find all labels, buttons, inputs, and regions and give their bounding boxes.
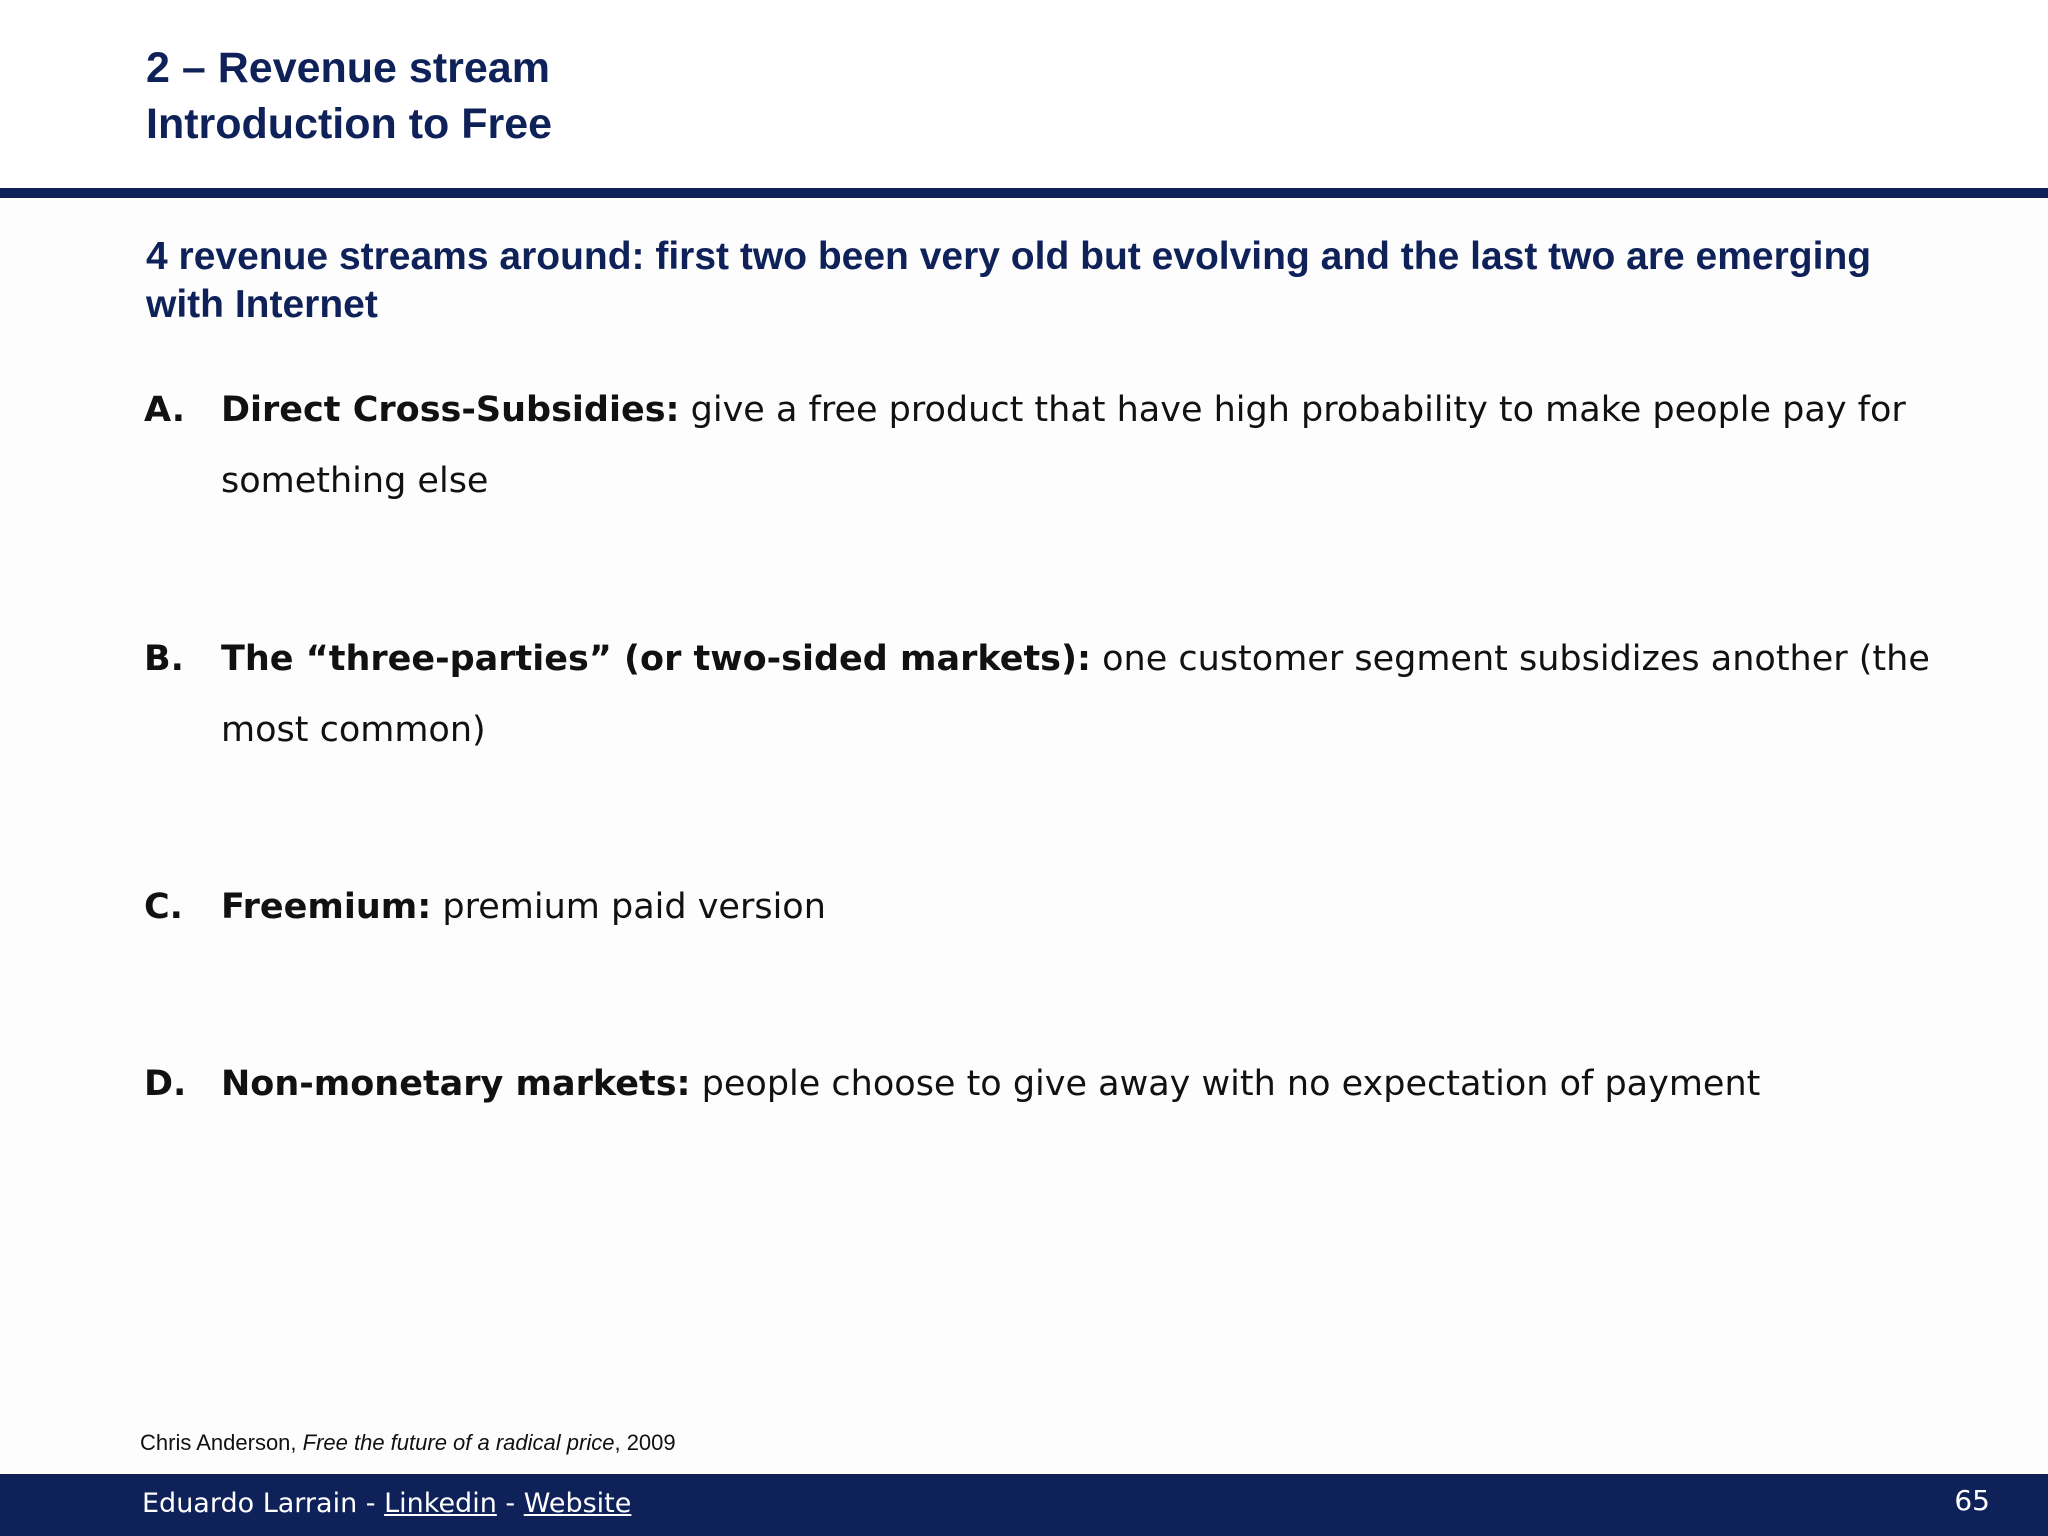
citation-author: Chris Anderson, — [140, 1430, 303, 1455]
list-item-description: give a free product that have high probability to make people pay for something else — [221, 390, 1906, 501]
footer-bar — [0, 1474, 2048, 1536]
list-item-d — [144, 1049, 1934, 1120]
citation — [140, 1430, 676, 1456]
citation-year: , 2009 — [614, 1430, 676, 1455]
list-item-description: people choose to give away with no expectation of payment — [690, 1064, 1761, 1104]
slide-title-line-2: Introduction to Free — [146, 100, 553, 148]
list-item-text — [221, 872, 1934, 943]
slide-title-line-1: 2 – Revenue stream — [146, 44, 550, 92]
list-item-letter: B. — [144, 639, 184, 679]
list-item-a — [144, 375, 1934, 517]
list-item-letter: C. — [144, 887, 183, 927]
list-item-description: one customer segment subsidizes another (the most common) — [221, 639, 1930, 750]
list-item-text — [221, 1049, 1934, 1120]
linkedin-link[interactable]: Linkedin — [384, 1488, 497, 1519]
list-item-description: premium paid version — [431, 887, 826, 927]
footer-credits — [142, 1488, 631, 1519]
list-item-b — [144, 624, 1934, 766]
list-item-letter: A. — [144, 390, 186, 430]
citation-work: Free the future of a radical price — [302, 1430, 615, 1455]
list-item-term: Freemium: — [221, 887, 432, 927]
header-divider — [0, 188, 2048, 198]
list-item-term: Non-monetary markets: — [221, 1064, 691, 1104]
slide-subtitle: 4 revenue streams around: first two been very old but evolving and the last two are emerging with Internet — [146, 235, 1872, 326]
slide-title — [146, 40, 552, 152]
list-item-letter: D. — [144, 1064, 187, 1104]
footer-author: Eduardo Larrain - — [142, 1488, 385, 1519]
list-item-term: Direct Cross-Subsidies: — [221, 390, 680, 430]
footer-separator: - — [496, 1488, 524, 1519]
list-item-text — [221, 375, 1934, 517]
website-link[interactable]: Website — [523, 1488, 632, 1519]
slide-header — [0, 0, 2048, 188]
list-item-text — [221, 624, 1934, 766]
page-number: 65 — [1954, 1484, 1990, 1517]
list-item-c — [144, 872, 1934, 943]
list-item-term: The “three-parties” (or two-sided markets): — [221, 639, 1092, 679]
